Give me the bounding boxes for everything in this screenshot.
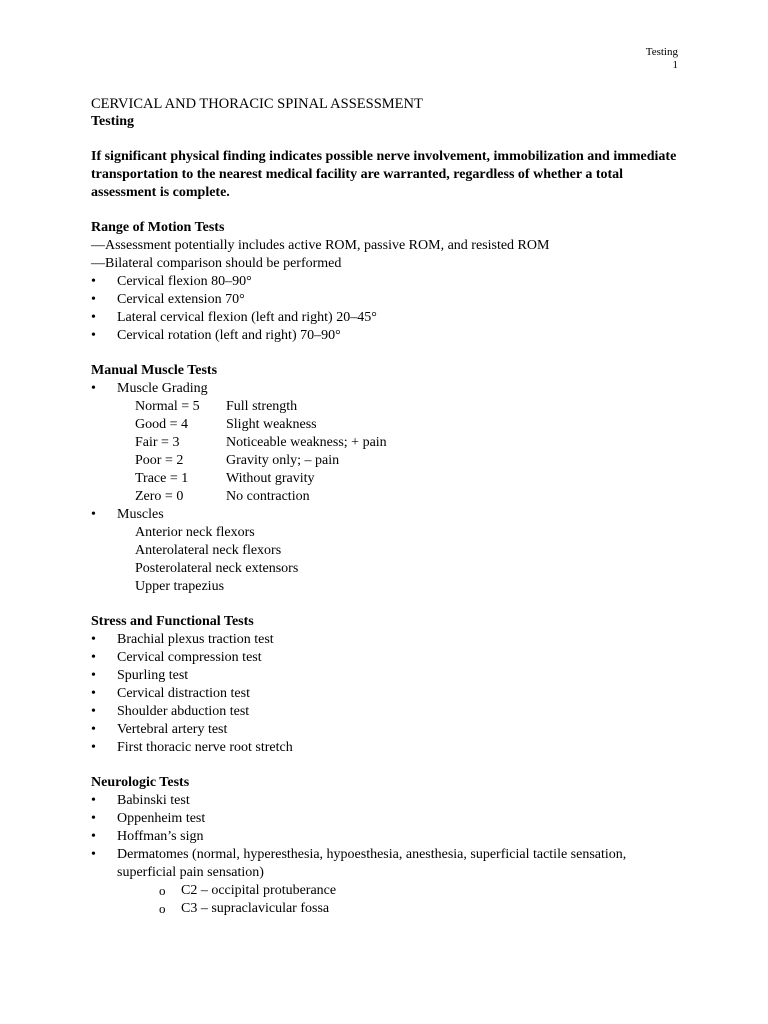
list-item: • Spurling test [91, 667, 681, 685]
grade-row [91, 416, 681, 434]
list-item: o C3 – supraclavicular fossa [91, 900, 681, 918]
grade-value: Fair = 3 [135, 435, 180, 450]
muscle-item: Upper trapezius [135, 579, 225, 594]
neuro-list [91, 792, 681, 882]
stress-list [91, 631, 681, 757]
grade-description: Full strength [226, 399, 298, 414]
running-title: Testing [645, 46, 678, 58]
list-item: • Dermatomes (normal, hyperesthesia, hypoesthesia, anesthesia, superficial tactile sensation, superficial pain sensation) [91, 846, 681, 882]
list-item: • Brachial plexus traction test [91, 631, 681, 649]
document-title: CERVICAL AND THORACIC SPINAL ASSESSMENT [91, 96, 423, 112]
list-item: • Cervical compression test [91, 649, 681, 667]
list-item: • Cervical flexion 80–90° [91, 273, 681, 291]
grading-table [91, 398, 681, 506]
list-item: • First thoracic nerve root stretch [91, 739, 681, 757]
muscle-item: Anterior neck flexors [135, 525, 255, 540]
grade-row [91, 488, 681, 506]
stress-heading: Stress and Functional Tests [91, 614, 254, 629]
grade-value: Good = 4 [135, 417, 189, 432]
rom-list [91, 273, 681, 345]
grade-row [91, 452, 681, 470]
rom-heading: Range of Motion Tests [91, 220, 225, 235]
list-item: • Shoulder abduction test [91, 703, 681, 721]
list-item: • Lateral cervical flexion (left and right) 20–45° [91, 309, 681, 327]
grade-value: Zero = 0 [135, 489, 184, 504]
dermatome-list [91, 882, 681, 918]
list-item: • Vertebral artery test [91, 721, 681, 739]
list-item: • Cervical rotation (left and right) 70–90° [91, 327, 681, 345]
grade-description: Without gravity [226, 471, 315, 486]
list-item: • Muscle Grading [91, 380, 681, 398]
mmt-heading: Manual Muscle Tests [91, 363, 218, 378]
grade-value: Trace = 1 [135, 471, 189, 486]
grade-row [91, 398, 681, 416]
document-body [91, 95, 681, 918]
rom-note: —Assessment potentially includes active ROM, passive ROM, and resisted ROM [91, 238, 550, 253]
list-item: • Babinski test [91, 792, 681, 810]
grade-description: Noticeable weakness; + pain [226, 435, 387, 450]
grade-description: No contraction [226, 489, 310, 504]
list-item: • Hoffman’s sign [91, 828, 681, 846]
grade-row [91, 434, 681, 452]
muscle-item: Posterolateral neck extensors [135, 561, 299, 576]
grade-value: Normal = 5 [135, 399, 200, 414]
grade-value: Poor = 2 [135, 453, 184, 468]
list-item: • Muscles [91, 506, 681, 524]
list-item: o C2 – occipital protuberance [91, 882, 681, 900]
grade-row [91, 470, 681, 488]
document-subtitle: Testing [91, 114, 135, 129]
list-item: • Cervical extension 70° [91, 291, 681, 309]
muscle-item: Anterolateral neck flexors [135, 543, 282, 558]
grade-description: Slight weakness [226, 417, 317, 432]
list-item: • Oppenheim test [91, 810, 681, 828]
intro-warning: If significant physical finding indicates possible nerve involvement, immobilization and immediate transportation to the nearest medical facility are warranted, regardless of whether a total assessment is complete. [91, 149, 677, 200]
list-item: • Cervical distraction test [91, 685, 681, 703]
rom-note: —Bilateral comparison should be performed [91, 256, 342, 271]
page-number: 1 [672, 59, 678, 71]
grade-description: Gravity only; – pain [226, 453, 340, 468]
running-header [646, 46, 678, 72]
muscles-list-label [91, 506, 681, 524]
neuro-heading: Neurologic Tests [91, 775, 190, 790]
mmt-list [91, 380, 681, 398]
